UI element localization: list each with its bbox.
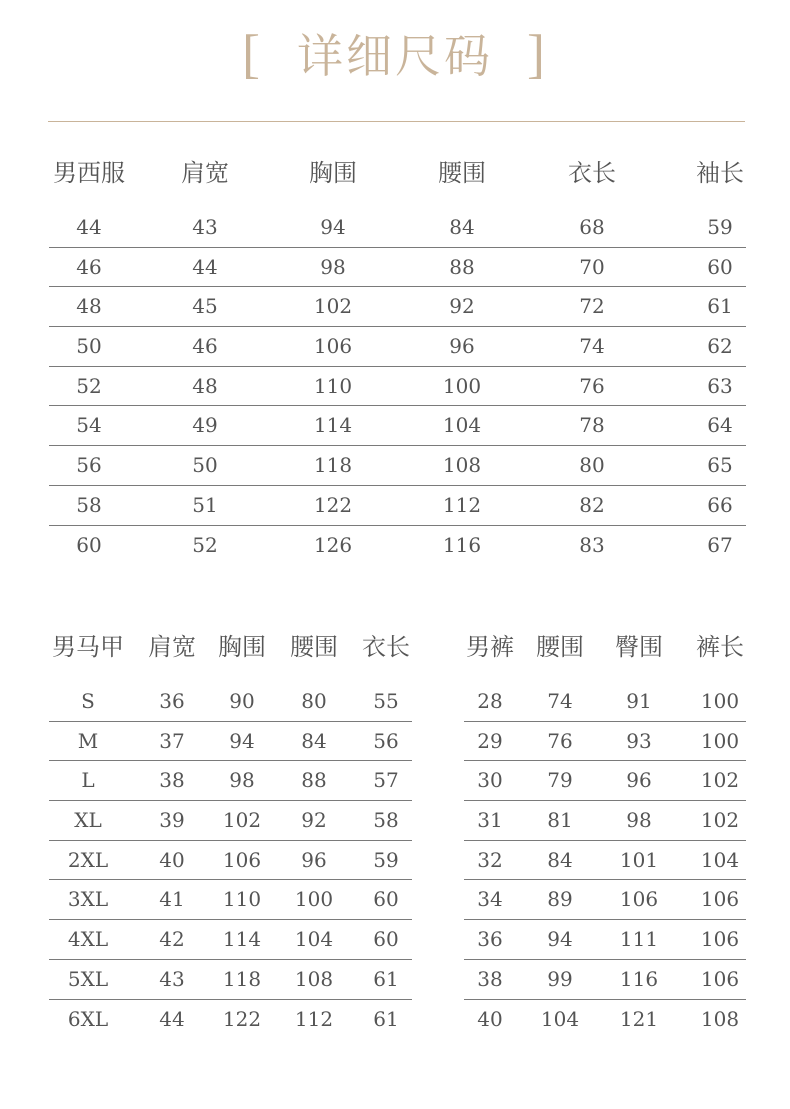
table-cell: 51	[192, 492, 218, 517]
table-cell: 68	[579, 215, 605, 239]
table-cell: 104	[700, 847, 740, 872]
table-row	[49, 800, 412, 840]
title-text: 详细尺码	[297, 29, 493, 83]
table-row	[49, 721, 412, 761]
vest-header-row	[49, 631, 412, 682]
column-header: 衣长	[568, 159, 616, 187]
table-cell: 89	[547, 887, 573, 912]
table-cell: 106	[700, 966, 740, 991]
table-cell: 100	[700, 728, 740, 753]
table-cell: 59	[373, 847, 399, 872]
table-cell: 84	[449, 215, 475, 239]
table-row	[49, 682, 412, 721]
table-cell: 50	[76, 334, 102, 359]
table-cell: 96	[449, 334, 475, 359]
column-header: 男马甲	[52, 633, 124, 661]
table-cell: 78	[579, 413, 605, 438]
table-cell: 102	[700, 808, 740, 833]
table-cell: 80	[579, 453, 605, 478]
table-cell: 98	[229, 768, 255, 793]
table-cell: 83	[579, 532, 605, 557]
column-header: 臀围	[615, 633, 663, 661]
table-cell: 94	[229, 728, 255, 753]
table-row	[464, 959, 746, 999]
table-cell: 48	[76, 294, 102, 319]
table-cell: 59	[707, 215, 733, 239]
table-cell: 48	[192, 373, 218, 398]
table-row	[49, 485, 746, 525]
table-cell: 90	[229, 689, 255, 713]
table-cell: 104	[442, 413, 482, 438]
table-row	[464, 760, 746, 800]
table-cell: 60	[707, 254, 733, 279]
table-row	[49, 286, 746, 326]
table-row	[464, 800, 746, 840]
table-cell: 104	[294, 927, 334, 952]
table-cell: 55	[373, 689, 399, 713]
table-row	[464, 840, 746, 880]
table-row	[49, 326, 746, 366]
table-cell: 81	[547, 808, 573, 833]
table-cell: 63	[707, 373, 733, 398]
table-row	[49, 919, 412, 959]
table-cell: 82	[579, 492, 605, 517]
table-cell: 102	[222, 808, 262, 833]
table-cell: 116	[619, 966, 659, 991]
table-row	[49, 208, 746, 247]
table-cell: 110	[222, 887, 262, 912]
table-cell: 96	[301, 847, 327, 872]
table-cell: 52	[76, 373, 102, 398]
table-cell: 108	[700, 1006, 740, 1031]
column-header: 肩宽	[181, 159, 229, 187]
title-divider	[48, 121, 745, 122]
table-cell: 114	[313, 413, 353, 438]
table-cell: 28	[477, 689, 503, 713]
table-cell: 5XL	[67, 966, 109, 991]
table-cell: 60	[76, 532, 102, 557]
column-header: 腰围	[536, 633, 584, 661]
table-cell: 44	[76, 215, 102, 239]
table-cell: 31	[477, 808, 503, 833]
column-header: 男西服	[53, 159, 125, 187]
table-row	[49, 405, 746, 445]
table-cell: 65	[707, 453, 733, 478]
column-header: 胸围	[309, 159, 357, 187]
table-cell: 101	[619, 847, 659, 872]
table-cell: 110	[313, 373, 353, 398]
table-cell: 106	[222, 847, 262, 872]
table-cell: 64	[707, 413, 733, 438]
table-cell: 50	[192, 453, 218, 478]
table-row	[464, 919, 746, 959]
table-cell: 94	[320, 215, 346, 239]
table-cell: 61	[373, 1006, 399, 1031]
table-cell: 94	[547, 927, 573, 952]
table-cell: 106	[700, 927, 740, 952]
table-cell: 3XL	[67, 887, 109, 912]
column-header: 肩宽	[148, 633, 196, 661]
table-row	[464, 879, 746, 919]
table-cell: 41	[159, 887, 185, 912]
table-cell: 40	[477, 1006, 503, 1031]
column-header: 男裤	[466, 633, 514, 661]
table-cell: 40	[159, 847, 185, 872]
table-cell: 111	[619, 927, 659, 952]
table-cell: 38	[159, 768, 185, 793]
table-cell: 79	[547, 768, 573, 793]
table-cell: 60	[373, 887, 399, 912]
title-left-bracket: [	[242, 24, 263, 84]
table-cell: 74	[547, 689, 573, 713]
table-row	[49, 445, 746, 485]
column-header: 袖长	[696, 159, 744, 187]
table-cell: 37	[159, 728, 185, 753]
table-row	[49, 840, 412, 880]
table-row	[464, 682, 746, 721]
table-cell: 60	[373, 927, 399, 952]
column-header: 衣长	[362, 633, 410, 661]
table-cell: 62	[707, 334, 733, 359]
table-cell: 84	[301, 728, 327, 753]
table-cell: 80	[301, 689, 327, 713]
table-cell: M	[77, 728, 99, 753]
table-cell: 104	[540, 1006, 580, 1031]
table-cell: 56	[76, 453, 102, 478]
table-cell: 58	[373, 808, 399, 833]
table-cell: 100	[442, 373, 482, 398]
table-row	[49, 247, 746, 287]
table-cell: 102	[313, 294, 353, 319]
table-cell: 61	[707, 294, 733, 319]
table-cell: 116	[442, 532, 482, 557]
table-row	[49, 366, 746, 406]
table-cell: 36	[477, 927, 503, 952]
table-cell: 38	[477, 966, 503, 991]
table-cell: 46	[192, 334, 218, 359]
table-row	[49, 760, 412, 800]
table-cell: 34	[477, 887, 503, 912]
table-cell: 76	[579, 373, 605, 398]
table-cell: 52	[192, 532, 218, 557]
table-cell: 44	[192, 254, 218, 279]
table-cell: 70	[579, 254, 605, 279]
table-cell: 98	[626, 808, 652, 833]
table-cell: 106	[619, 887, 659, 912]
pants-size-table	[464, 631, 746, 1038]
table-cell: 126	[313, 532, 353, 557]
table-cell: 76	[547, 728, 573, 753]
table-cell: 74	[579, 334, 605, 359]
table-row	[49, 525, 746, 565]
column-header: 腰围	[290, 633, 338, 661]
table-cell: 106	[700, 887, 740, 912]
table-cell: 46	[76, 254, 102, 279]
table-cell: XL	[74, 808, 102, 833]
table-cell: 44	[159, 1006, 185, 1031]
table-cell: 56	[373, 728, 399, 753]
table-cell: 102	[700, 768, 740, 793]
table-cell: 49	[192, 413, 218, 438]
table-cell: 67	[707, 532, 733, 557]
table-cell: 43	[192, 215, 218, 239]
table-cell: 118	[222, 966, 262, 991]
table-cell: 54	[76, 413, 102, 438]
table-cell: 98	[320, 254, 346, 279]
table-cell: 6XL	[67, 1006, 109, 1031]
table-cell: 100	[294, 887, 334, 912]
table-cell: 84	[547, 847, 573, 872]
table-row	[464, 721, 746, 761]
pants-header-row	[464, 631, 746, 682]
table-cell: 88	[449, 254, 475, 279]
table-cell: 29	[477, 728, 503, 753]
table-cell: 100	[700, 689, 740, 713]
table-cell: 58	[76, 492, 102, 517]
column-header: 腰围	[438, 159, 486, 187]
vest-size-table	[49, 631, 412, 1038]
table-cell: 114	[222, 927, 262, 952]
column-header: 胸围	[218, 633, 266, 661]
page-title	[0, 22, 790, 88]
table-row	[49, 999, 412, 1039]
table-cell: 112	[294, 1006, 334, 1031]
table-cell: 57	[373, 768, 399, 793]
table-row	[49, 959, 412, 999]
table-cell: 92	[301, 808, 327, 833]
table-cell: 108	[294, 966, 334, 991]
table-cell: L	[81, 768, 95, 793]
table-cell: 108	[442, 453, 482, 478]
table-cell: 61	[373, 966, 399, 991]
table-cell: 92	[449, 294, 475, 319]
table-cell: 36	[159, 689, 185, 713]
table-cell: 93	[626, 728, 652, 753]
table-row	[49, 879, 412, 919]
table-cell: 96	[626, 768, 652, 793]
table-cell: 118	[313, 453, 353, 478]
table-cell: 122	[222, 1006, 262, 1031]
table-cell: 30	[477, 768, 503, 793]
table-cell: 99	[547, 966, 573, 991]
table-cell: 45	[192, 294, 218, 319]
table-cell: 72	[579, 294, 605, 319]
table-cell: 39	[159, 808, 185, 833]
table-cell: 121	[619, 1006, 659, 1031]
table-cell: S	[81, 689, 95, 713]
table-cell: 106	[313, 334, 353, 359]
table-cell: 66	[707, 492, 733, 517]
table-cell: 112	[442, 492, 482, 517]
column-header: 裤长	[696, 633, 744, 661]
suit-header-row	[49, 157, 746, 208]
table-row	[464, 999, 746, 1039]
title-right-bracket: ]	[527, 24, 548, 84]
table-cell: 32	[477, 847, 503, 872]
table-cell: 122	[313, 492, 353, 517]
table-cell: 4XL	[67, 927, 109, 952]
suit-size-table	[49, 157, 746, 564]
table-cell: 91	[626, 689, 652, 713]
table-cell: 2XL	[67, 847, 109, 872]
table-cell: 43	[159, 966, 185, 991]
table-cell: 42	[159, 927, 185, 952]
table-cell: 88	[301, 768, 327, 793]
